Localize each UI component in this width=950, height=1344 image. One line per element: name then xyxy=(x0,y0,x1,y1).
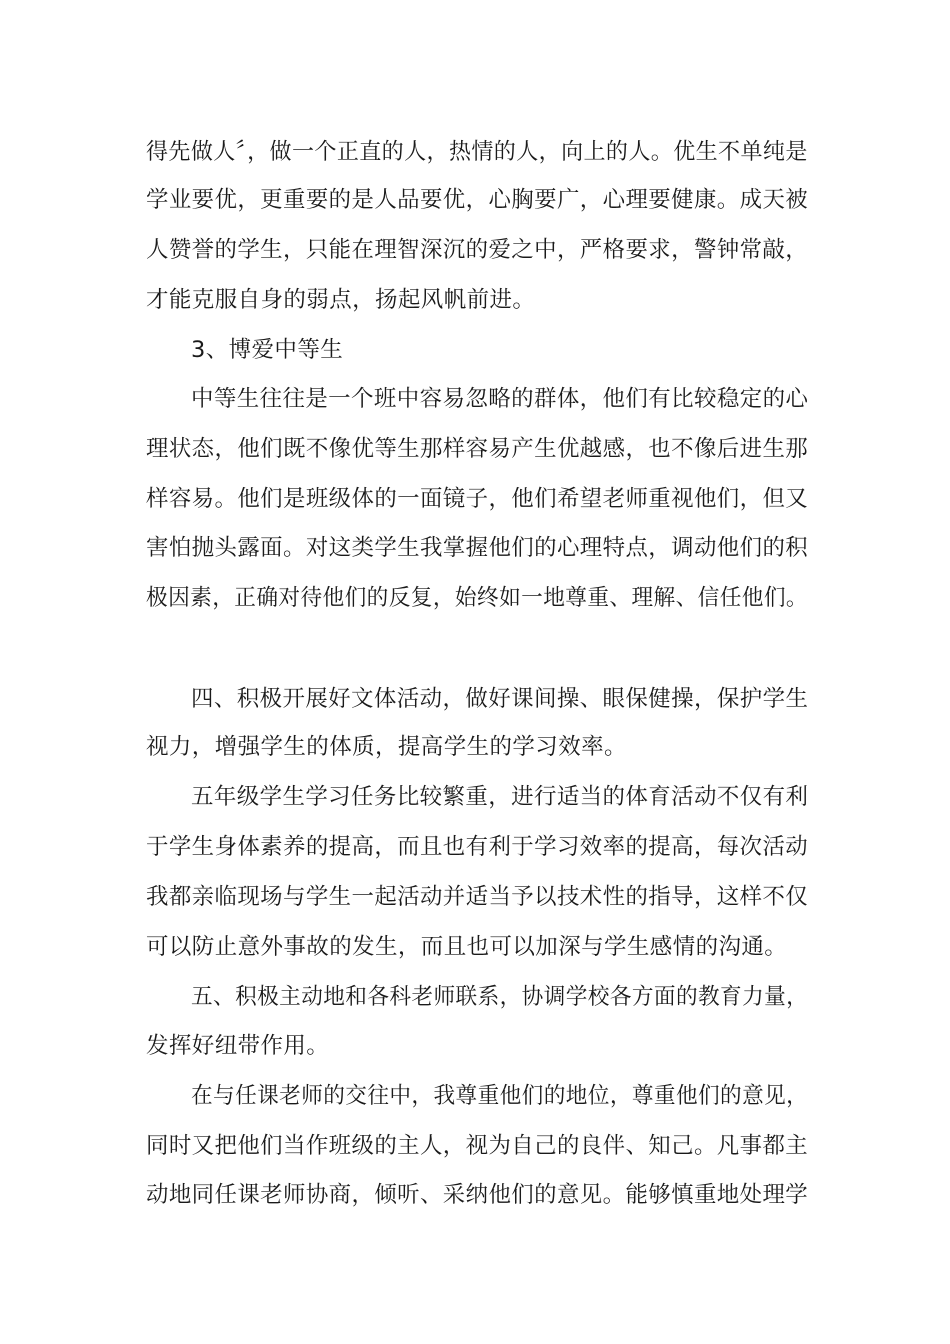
text-line: 中等生往往是一个班中容易忽略的群体，他们有比较稳定的心 xyxy=(191,386,809,412)
section-heading: 四、积极开展好文体活动，做好课间操、眼保健操，保护学生 xyxy=(191,686,809,712)
section-heading: 五、积极主动地和各科老师联系，协调学校各方面的教育力量， xyxy=(191,984,809,1010)
text-line: 我都亲临现场与学生一起活动并适当予以技术性的指导，这样不仅 xyxy=(146,884,809,910)
section-heading: 视力，增强学生的体质，提高学生的学习效率。 xyxy=(146,734,627,760)
text-line: 理状态，他们既不像优等生那样容易产生优越感，也不像后进生那 xyxy=(146,436,809,462)
text-line: 才能克服自身的弱点，扬起风帆前进。 xyxy=(146,287,536,313)
text-line: 极因素，正确对待他们的反复，始终如一地尊重、理解、信任他们。 xyxy=(146,585,809,611)
text-line: 可以防止意外事故的发生，而且也可以加深与学生感情的沟通。 xyxy=(146,934,788,960)
section-heading: 3、博爱中等生 xyxy=(191,337,344,363)
text-line: 在与任课老师的交往中，我尊重他们的地位，尊重他们的意见， xyxy=(191,1083,809,1109)
section-heading: 发挥好纽带作用。 xyxy=(146,1033,330,1059)
text-line: 同时又把他们当作班级的主人，视为自己的良伴、知己。凡事都主 xyxy=(146,1133,809,1159)
text-line: 得先做人〞，做一个正直的人，热情的人，向上的人。优生不单纯是 xyxy=(146,139,808,165)
text-line: 学业要优，更重要的是人品要优，心胸要广，心理要健康。成天被 xyxy=(146,187,809,213)
text-line: 人赞誉的学生，只能在理智深沉的爱之中，严格要求，警钟常敲， xyxy=(146,237,809,263)
text-line: 五年级学生学习任务比较繁重，进行适当的体育活动不仅有利 xyxy=(191,784,809,810)
text-line: 害怕抛头露面。对这类学生我掌握他们的心理特点，调动他们的积 xyxy=(146,535,809,561)
text-line: 动地同任课老师协商，倾听、采纳他们的意见。能够慎重地处理学 xyxy=(146,1182,809,1208)
text-line: 于学生身体素养的提高，而且也有利于学习效率的提高，每次活动 xyxy=(146,834,809,860)
text-line: 样容易。他们是班级体的一面镜子，他们希望老师重视他们，但又 xyxy=(146,486,809,512)
